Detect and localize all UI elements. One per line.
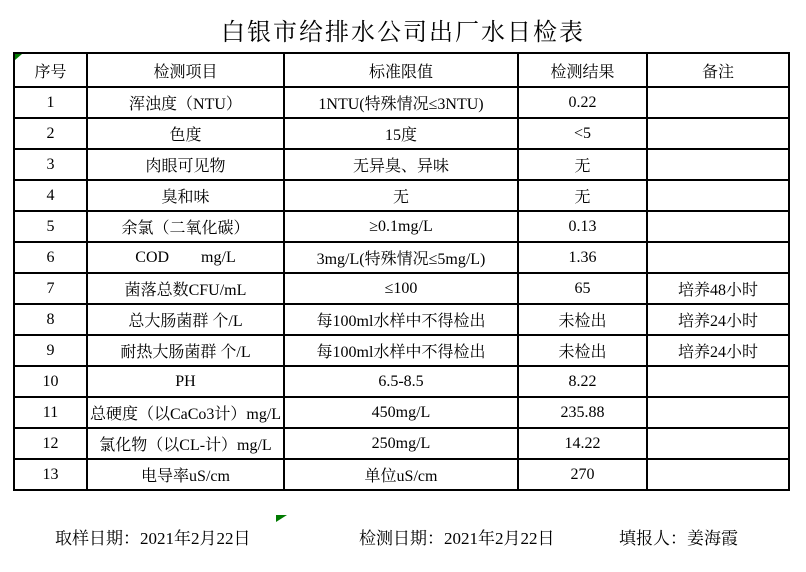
cell-result: 1.36: [518, 242, 647, 273]
header-cell-standard: 标准限值: [284, 53, 518, 87]
cell-result: 14.22: [518, 428, 647, 459]
cell-result: 未检出: [518, 335, 647, 366]
cell-no: 11: [14, 397, 87, 428]
cell-no: 13: [14, 459, 87, 490]
table-row: [14, 397, 789, 428]
cell-standard: 每100ml水样中不得检出: [284, 335, 518, 366]
cell-standard: 单位uS/cm: [284, 459, 518, 490]
cell-no: 3: [14, 149, 87, 180]
header-cell-item: 检测项目: [87, 53, 284, 87]
cell-note: [647, 118, 789, 149]
footer-reporter: 填报人：姜海霞: [619, 529, 738, 548]
header-cell-note: 备注: [647, 53, 789, 87]
table-row: [14, 149, 789, 180]
table-row: [14, 459, 789, 490]
cell-standard: 3mg/L(特殊情况≤5mg/L): [284, 242, 518, 273]
table-row: [14, 366, 789, 397]
cell-item: 肉眼可见物: [87, 149, 284, 180]
cell-item: 氯化物（以CL-计）mg/L: [87, 428, 284, 459]
footer-test-date: 检测日期：2021年2月22日: [359, 529, 555, 548]
cell-note: [647, 211, 789, 242]
cell-standard: 250mg/L: [284, 428, 518, 459]
table-row: [14, 211, 789, 242]
cell-result: 235.88: [518, 397, 647, 428]
cell-no: 5: [14, 211, 87, 242]
cell-standard: ≤100: [284, 273, 518, 304]
cell-item: 菌落总数CFU/mL: [87, 273, 284, 304]
table-row: [14, 304, 789, 335]
cell-no: 6: [14, 242, 87, 273]
cell-note: 培养24小时: [647, 335, 789, 366]
cell-item: COD mg/L: [87, 242, 284, 273]
cell-standard: 450mg/L: [284, 397, 518, 428]
cell-standard: ≥0.1mg/L: [284, 211, 518, 242]
cell-item: 浑浊度（NTU）: [87, 87, 284, 118]
cell-item: 色度: [87, 118, 284, 149]
cell-no: 9: [14, 335, 87, 366]
cell-result: 未检出: [518, 304, 647, 335]
cell-no: 10: [14, 366, 87, 397]
cell-no: 12: [14, 428, 87, 459]
header-row: [14, 53, 789, 87]
cell-result: 8.22: [518, 366, 647, 397]
cell-note: [647, 397, 789, 428]
cell-result: 无: [518, 149, 647, 180]
cell-no: 8: [14, 304, 87, 335]
cell-item: 余氯（二氧化碳）: [87, 211, 284, 242]
cell-result: 65: [518, 273, 647, 304]
cell-note: 培养48小时: [647, 273, 789, 304]
cell-result: 0.22: [518, 87, 647, 118]
footer-sample-date: 取样日期：2021年2月22日: [55, 529, 251, 548]
cell-error-marker-icon: [276, 515, 287, 522]
cell-result: <5: [518, 118, 647, 149]
table-row: [14, 428, 789, 459]
cell-standard: 6.5-8.5: [284, 366, 518, 397]
page-title: 白银市给排水公司出厂水日检表: [221, 20, 585, 46]
table-row: [14, 335, 789, 366]
cell-no: 7: [14, 273, 87, 304]
table-row: [14, 273, 789, 304]
cell-item: 电导率uS/cm: [87, 459, 284, 490]
cell-item: 臭和味: [87, 180, 284, 211]
cell-item: 耐热大肠菌群 个/L: [87, 335, 284, 366]
header-cell-no: 序号: [14, 53, 87, 87]
cell-note: [647, 149, 789, 180]
cell-item: PH: [87, 366, 284, 397]
table-row: [14, 87, 789, 118]
cell-standard: 1NTU(特殊情况≤3NTU): [284, 87, 518, 118]
cell-standard: 无: [284, 180, 518, 211]
cell-no: 2: [14, 118, 87, 149]
cell-note: [647, 180, 789, 211]
cell-standard: 无异臭、异味: [284, 149, 518, 180]
cell-result: 270: [518, 459, 647, 490]
cell-no: 4: [14, 180, 87, 211]
cell-standard: 每100ml水样中不得检出: [284, 304, 518, 335]
cell-standard: 15度: [284, 118, 518, 149]
cell-note: [647, 87, 789, 118]
cell-note: [647, 428, 789, 459]
cell-result: 0.13: [518, 211, 647, 242]
cell-note: [647, 366, 789, 397]
cell-item: 总大肠菌群 个/L: [87, 304, 284, 335]
cell-result: 无: [518, 180, 647, 211]
header-cell-result: 检测结果: [518, 53, 647, 87]
table-row: [14, 180, 789, 211]
cell-note: 培养24小时: [647, 304, 789, 335]
cell-item: 总硬度（以CaCo3计）mg/L: [87, 397, 284, 428]
cell-note: [647, 242, 789, 273]
daily-check-table: [13, 52, 790, 491]
cell-no: 1: [14, 87, 87, 118]
table-row: [14, 118, 789, 149]
cell-note: [647, 459, 789, 490]
table-row: [14, 242, 789, 273]
